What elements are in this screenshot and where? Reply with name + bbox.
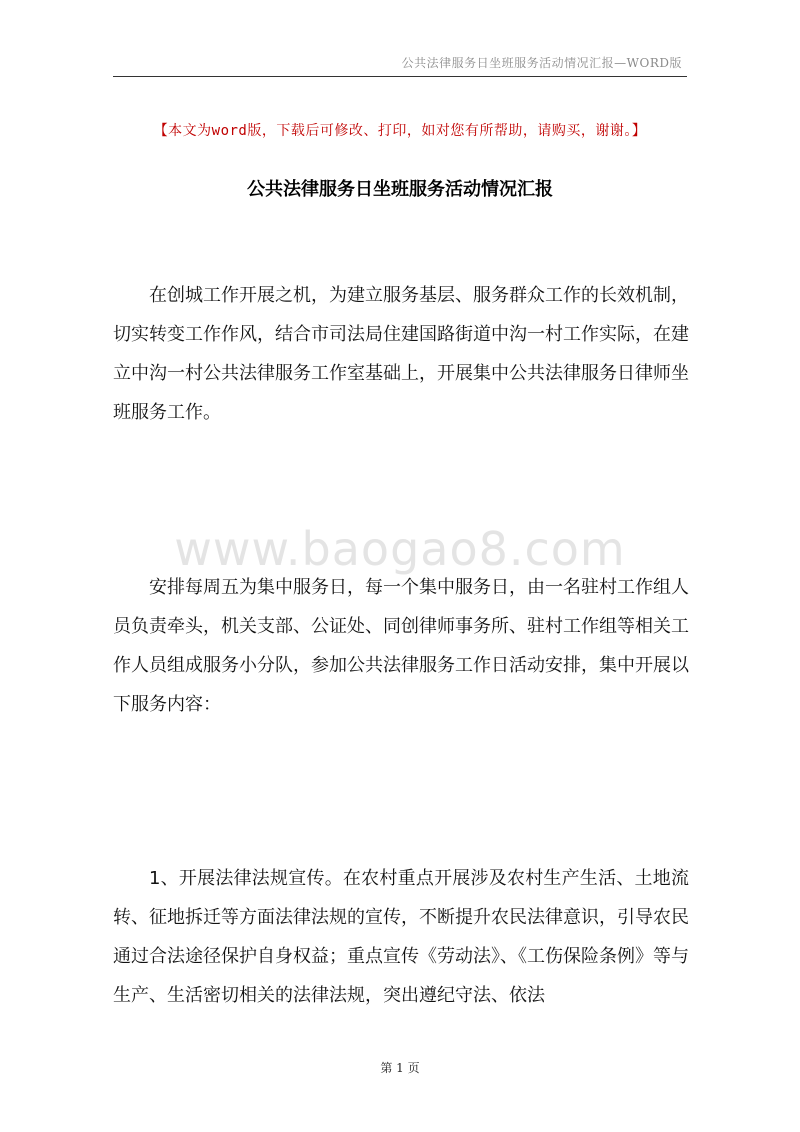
header-divider: [113, 76, 687, 77]
page-number: 第 1 页: [380, 1061, 420, 1075]
purchase-notice: 【本文为word版，下载后可修改、打印，如对您有所帮助，请购买，谢谢。】: [153, 123, 647, 139]
running-header: 公共法律服务日坐班服务活动情况汇报—WORD版: [401, 56, 682, 70]
body-paragraph-3: 1、开展法律法规宣传。在农村重点开展涉及农村生产生活、土地流转、征地拆迁等方面法律法规的宣传，不断提升农民法律意识，引导农民通过合法途径保护自身权益；重点宣传《劳动法》、《工伤保险条例》等与生产、生活密切相关的法律法规，突出遵纪守法、依法: [113, 868, 689, 1006]
watermark: www.baogao8.com: [174, 522, 626, 576]
body-paragraph-2: 安排每周五为集中服务日，每一个集中服务日，由一名驻村工作组人员负责牵头，机关支部、公证处、同创律师事务所、驻村工作组等相关工作人员组成服务小分队，参加公共法律服务工作日活动安排，集中开展以下服务内容：: [113, 577, 689, 715]
document-title: 公共法律服务日坐班服务活动情况汇报: [247, 179, 553, 200]
body-paragraph-1: 在创城工作开展之机，为建立服务基层、服务群众工作的长效机制，切实转变工作作风，结合市司法局住建国路街道中沟一村工作实际，在建立中沟一村公共法律服务工作室基础上，开展集中公共法律服务日律师坐班服务工作。: [113, 285, 689, 423]
